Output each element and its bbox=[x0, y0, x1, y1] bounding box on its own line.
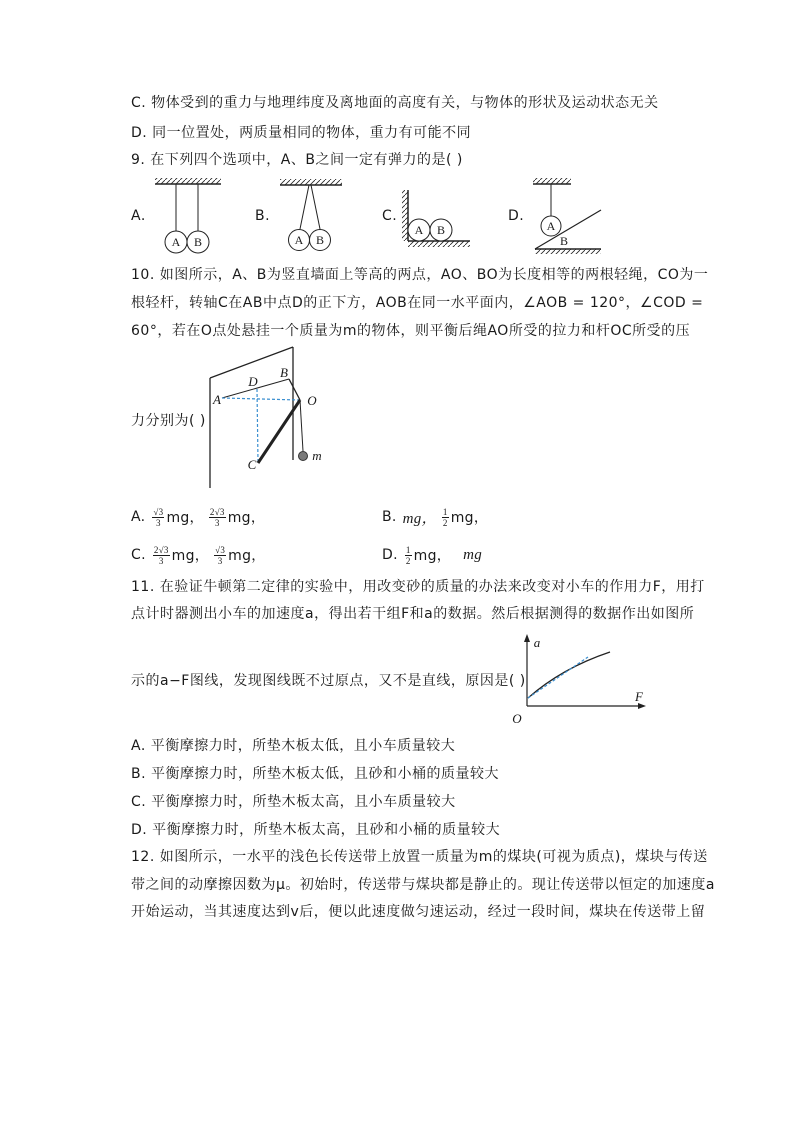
fraction-denominator: 3 bbox=[158, 555, 164, 566]
rope-bo bbox=[289, 379, 300, 400]
label-d: D bbox=[248, 374, 258, 389]
q11-stem-line-1: 11. 在验证牛顿第二定律的实验中，用改变砂的质量的办法来改变对小车的作用力F，用打 bbox=[131, 579, 705, 595]
ball-label: A bbox=[171, 235, 181, 249]
unit: mg， bbox=[166, 510, 204, 526]
ball-label: A bbox=[414, 223, 424, 237]
q11-option-b: B. 平衡摩擦力时，所垫木板太低，且砂和小桶的质量较大 bbox=[131, 766, 500, 782]
unit: mg， bbox=[413, 548, 452, 564]
fraction-denominator: 3 bbox=[217, 555, 223, 566]
hanging-string bbox=[300, 400, 303, 451]
ball-label: A bbox=[294, 233, 304, 247]
q12-stem-line-2: 带之间的动摩擦因数为μ。初始时，传送带与煤块都是静止的。现让传送带以恒定的加速度a bbox=[131, 877, 715, 893]
label-o: O bbox=[307, 393, 317, 408]
q11-graph bbox=[512, 634, 646, 726]
dashed-line-dc bbox=[257, 389, 258, 462]
option-label: D. bbox=[382, 547, 398, 563]
q10-figure bbox=[210, 347, 322, 488]
q10-stem-line-3: 60°，若在O点处悬挂一个质量为m的物体，则平衡后绳AO所受的拉力和杆OC所受的压 bbox=[131, 323, 691, 339]
unit: mg， bbox=[402, 510, 437, 527]
q9-option-label-d: D. bbox=[508, 208, 525, 224]
q12-stem-line-1: 12. 如图所示，一水平的浅色长传送带上放置一质量为m的煤块(可视为质点)，煤块与传送 bbox=[131, 849, 708, 865]
label-b: B bbox=[280, 365, 288, 380]
fraction-numerator: √3 bbox=[153, 506, 164, 517]
q11-option-c: C. 平衡摩擦力时，所垫木板太高，且小车质量较大 bbox=[131, 794, 456, 810]
floor-hatch bbox=[408, 241, 470, 247]
ceiling-hatch bbox=[155, 178, 221, 184]
wall-hatch bbox=[402, 190, 408, 241]
option-label: A. bbox=[131, 509, 146, 525]
q11-option-d: D. 平衡摩擦力时，所垫木板太高，且砂和小桶的质量较大 bbox=[131, 822, 501, 838]
ceiling-hatch bbox=[533, 178, 571, 184]
rod-co bbox=[258, 400, 300, 463]
unit: mg， bbox=[227, 510, 266, 526]
q12-stem-line-3: 开始运动，当其速度达到v后，便以此速度做匀速运动，经过一段时间，煤块在传送带上留 bbox=[131, 904, 706, 920]
ball-label: B bbox=[436, 223, 446, 237]
string bbox=[311, 185, 320, 229]
q10-stem-line-1: 10. 如图所示，A、B为竖直墙面上等高的两点，AO、BO为长度相等的两根轻绳，CO为一 bbox=[131, 267, 709, 283]
hanging-mass bbox=[299, 452, 308, 461]
q11-stem-line-3: 示的a−F图线，发现图线既不过原点，又不是直线，原因是( ) bbox=[131, 673, 526, 689]
fraction-numerator: 2√3 bbox=[209, 506, 225, 517]
q9-option-label-c: C. bbox=[382, 208, 398, 224]
rope-ao bbox=[222, 398, 300, 400]
y-axis-label: a bbox=[533, 635, 541, 650]
q9-stem: 9. 在下列四个选项中，A、B之间一定有弹力的是( ) bbox=[131, 152, 463, 168]
label-m: m bbox=[312, 448, 322, 463]
q8-option-d: D. 同一位置处，两质量相同的物体，重力有可能不同 bbox=[131, 125, 472, 141]
ceiling-hatch bbox=[280, 179, 342, 185]
fraction-numerator: 1 bbox=[442, 506, 448, 517]
q8-option-c: C. 物体受到的重力与地理纬度及离地面的高度有关，与物体的形状及运动状态无关 bbox=[131, 95, 659, 111]
q9-figure-b bbox=[280, 179, 342, 251]
unit: mg， bbox=[171, 548, 210, 564]
fraction-denominator: 2 bbox=[442, 517, 448, 528]
label-c: C bbox=[247, 457, 257, 472]
option-label: B. bbox=[382, 509, 397, 525]
label-a: A bbox=[213, 392, 221, 407]
unit: mg bbox=[463, 546, 483, 563]
q10-stem-line-4: 力分别为( ) bbox=[131, 413, 206, 429]
x-axis-label: F bbox=[635, 689, 643, 704]
fraction-numerator: 1 bbox=[405, 544, 411, 555]
unit: mg， bbox=[450, 510, 489, 526]
ball-label: A bbox=[546, 219, 556, 233]
unit: mg， bbox=[228, 548, 266, 564]
block-label: B bbox=[559, 234, 569, 248]
y-axis-arrow bbox=[524, 634, 530, 642]
fraction-denominator: 3 bbox=[156, 517, 161, 528]
q9-figure-a bbox=[155, 178, 221, 253]
tangent-dashed-line bbox=[528, 657, 588, 698]
fraction-numerator: 2√3 bbox=[153, 544, 169, 555]
fraction-numerator: √3 bbox=[215, 544, 226, 555]
q11-stem-line-2: 点计时器测出小车的加速度a，得出若干组F和a的数据。然后根据测得的数据作出如图所 bbox=[131, 606, 695, 622]
a-f-curve bbox=[528, 652, 610, 698]
q11-option-a: A. 平衡摩擦力时，所垫木板太低，且小车质量较大 bbox=[131, 738, 456, 754]
q9-figure-d bbox=[533, 178, 601, 254]
ball-label: B bbox=[315, 233, 325, 247]
origin-label: O bbox=[512, 711, 522, 726]
q9-figure-c bbox=[402, 190, 470, 247]
q9-option-label-b: B. bbox=[255, 208, 271, 224]
ball-label: B bbox=[193, 235, 203, 249]
q10-stem-line-2: 根轻杆，转轴C在AB中点D的正下方，AOB在同一水平面内，∠AOB = 120°，∠COD = bbox=[131, 295, 704, 311]
option-label: C. bbox=[131, 547, 146, 563]
fraction-denominator: 2 bbox=[405, 555, 411, 566]
q9-option-label-a: A. bbox=[131, 208, 146, 224]
fraction-denominator: 3 bbox=[214, 517, 220, 528]
string bbox=[300, 185, 309, 229]
